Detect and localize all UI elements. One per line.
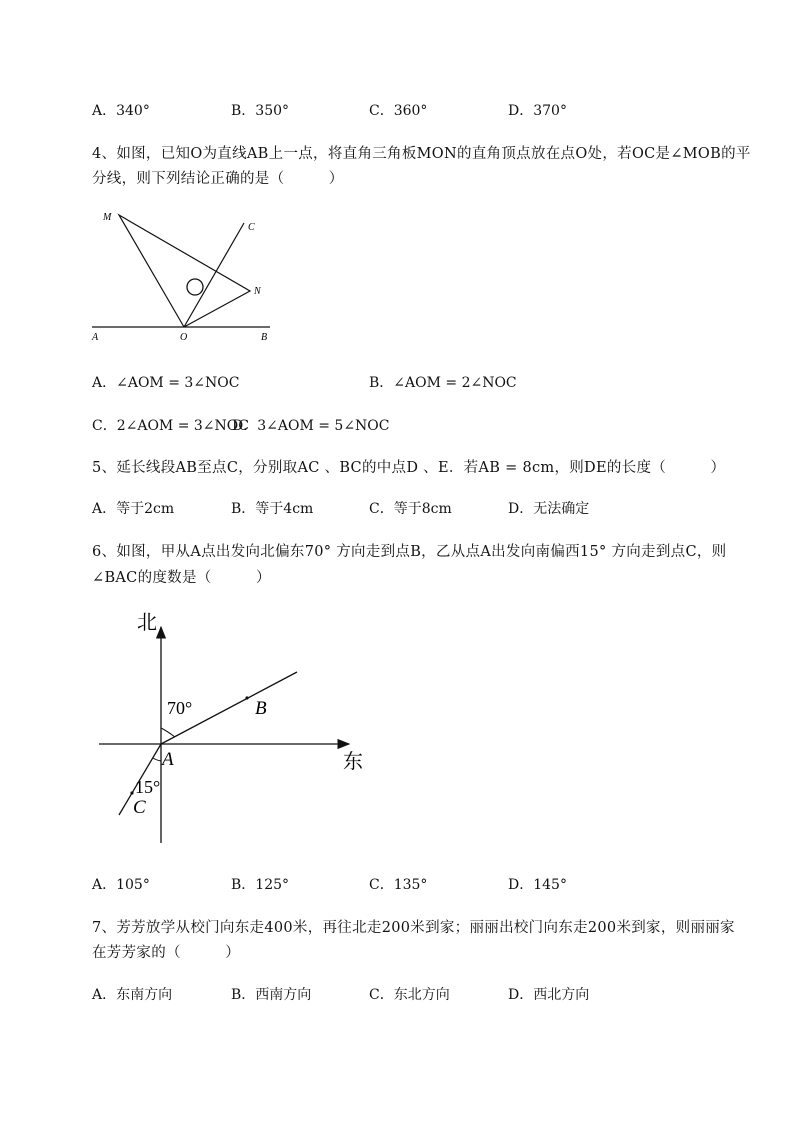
q5-option-c: C．等于8cm [369, 501, 452, 517]
q5-option-d: D．无法确定 [508, 501, 590, 517]
q6-figure [95, 605, 370, 850]
q4-stem-line1: 4、如图，已知O为直线AB上一点，将直角三角板MON的直角顶点放在点O处，若OC是∠MOB的平 [92, 146, 751, 162]
q7-option-a: A．东南方向 [92, 987, 173, 1003]
q4-option-d: D．3∠AOM = 5∠NOC [232, 418, 390, 434]
q6-option-c: C．135° [369, 877, 428, 893]
q6-angle-arc-70 [161, 728, 175, 737]
q7-option-b: B．西南方向 [231, 987, 312, 1003]
q4-circle [187, 279, 203, 295]
q6-option-a: A．105° [92, 877, 150, 893]
q4-figure [88, 205, 278, 345]
q6-label-north: 北 [137, 612, 157, 634]
q4-label-n: N [254, 286, 261, 297]
q6-point-b [245, 696, 248, 699]
q6-label-70: 70° [167, 698, 193, 718]
q4-label-a: A [92, 332, 99, 343]
q3-option-a: A．340° [92, 103, 150, 119]
q4-stem-line2: 分线，则下列结论正确的是（ ） [92, 171, 344, 187]
q6-point-c [130, 791, 133, 794]
q6-label-15: 15° [135, 777, 161, 797]
q6-label-a: A [162, 749, 174, 770]
q5-option-b: B．等于4cm [231, 501, 314, 517]
q4-option-c: C．2∠AOM = 3∠NOC [92, 418, 249, 434]
q5-option-a: A．等于2cm [92, 501, 175, 517]
q6-option-b: B．125° [231, 877, 290, 893]
q6-label-c: C [133, 797, 146, 818]
q4-option-a: A．∠AOM = 3∠NOC [92, 375, 240, 391]
q7-option-d: D．西北方向 [508, 987, 590, 1003]
q6-label-east: 东 [343, 751, 363, 773]
q7-stem-line1: 7、芳芳放学从校门向东走400米，再往北走200米到家；丽丽出校门向东走200米到家，则丽丽家 [92, 920, 735, 936]
q7-option-c: C．东北方向 [369, 987, 450, 1003]
q6-label-b: B [255, 698, 267, 719]
q4-ray-oc [184, 223, 244, 327]
q6-stem-line1: 6、如图，甲从A点出发向北偏东70° 方向走到点B，乙从点A出发向南偏西15° 方向走到点C，则 [92, 544, 727, 560]
q4-label-o: O [180, 332, 188, 343]
q4-label-m: M [103, 212, 112, 223]
q4-label-b: B [261, 332, 268, 343]
q6-option-d: D．145° [508, 877, 567, 893]
q3-option-c: C．360° [369, 103, 428, 119]
q4-triangle-mon [119, 215, 250, 327]
q6-angle-arc-15 [153, 758, 161, 761]
q7-stem-line2: 在芳芳家的（ ） [92, 945, 240, 961]
q3-option-d: D．370° [508, 103, 567, 119]
q4-option-b: B．∠AOM = 2∠NOC [369, 375, 517, 391]
q5-stem-line1: 5、延长线段AB至点C，分别取AC 、BC的中点D 、E．若AB = 8cm，则DE的长度（ ） [92, 460, 726, 476]
q6-stem-line2: ∠BAC的度数是（ ） [92, 570, 271, 586]
q3-option-b: B．350° [231, 103, 290, 119]
q4-label-c: C [248, 222, 255, 233]
